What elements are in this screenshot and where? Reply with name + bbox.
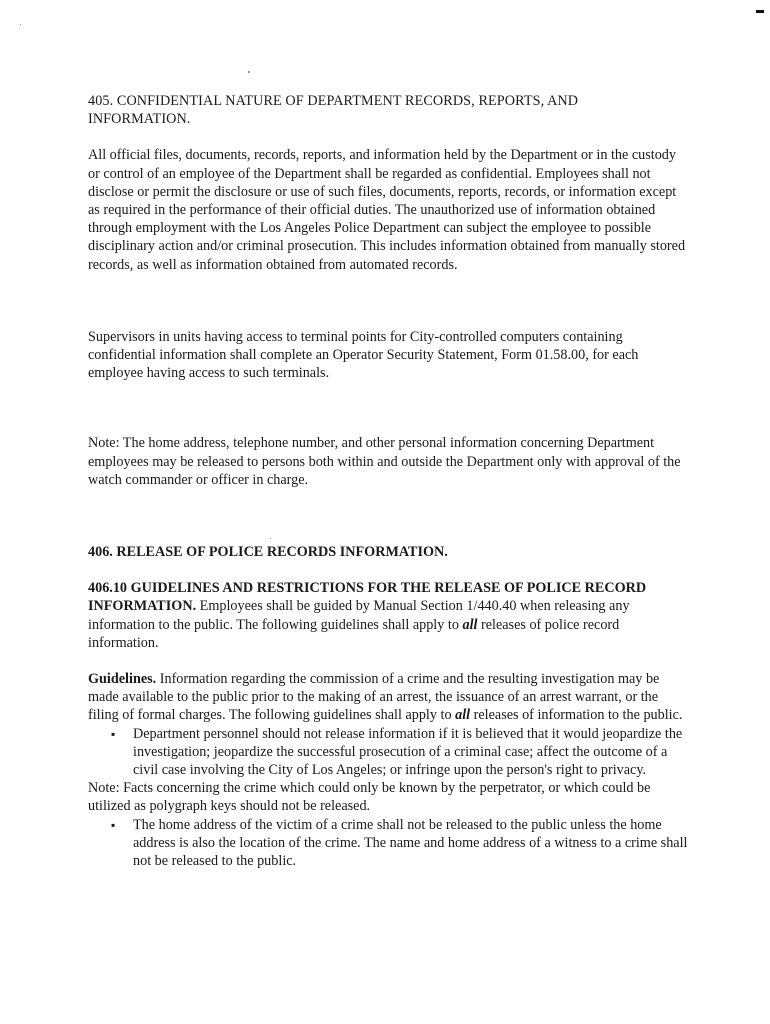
list-item [111, 725, 688, 780]
bullet-icon: ▪ [111, 726, 116, 741]
section-406-10-emphasis: all [462, 616, 478, 633]
document-page [88, 92, 688, 870]
section-405-note: Note: The home address, telephone number, and other personal information concerning Department employees may be released to persons both within and outside the Department only with approval of the watch commander or officer in charge. [88, 435, 681, 488]
guidelines-emphasis: all [455, 707, 471, 724]
section-405-paragraph-2: Supervisors in units having access to terminal points for City-controlled computers containing confidential information shall complete an Operator Security Statement, Form 01.58.00, for each employee having access to such terminals. [88, 328, 639, 382]
scan-corner-mark [756, 10, 764, 13]
bullet-text-2: The home address of the victim of a crime shall not be released to the public unless the home address is also the location of the crime. The name and home address of a witness to a crime shall not be released to the public. [133, 816, 688, 870]
section-405-heading-line2: INFORMATION. [88, 111, 191, 128]
section-405-paragraph-1: All official files, documents, records, reports, and information held by the Department or in the custody or control of an employee of the Department shall be regarded as confidential. Employees shall not disclose or permit the disclosure or use of such files, documents, reports, records, or information except as required in the performance of their official duties. The unauthorized use of information obtained through employment with the Los Angeles Police Department can subject the employee to possible disciplinary action and/or criminal prosecution. This includes information obtained from manually stored records, as well as information obtained from automated records. [88, 147, 686, 273]
section-405-heading [88, 92, 688, 128]
guidelines-bullet-list-2 [88, 816, 688, 871]
guidelines-label: Guidelines. [88, 671, 157, 688]
section-406-10-text-after: releases of police record information. [88, 616, 620, 651]
bullet-icon: ▪ [111, 817, 116, 832]
section-405-heading-line1: 405. CONFIDENTIAL NATURE OF DEPARTMENT RECORDS, REPORTS, AND [88, 93, 579, 109]
guidelines-note: Note: Facts concerning the crime which could only be known by the perpetrator, or which could be utilized as polygraph keys should not be released. [88, 780, 651, 815]
guidelines-paragraph [88, 670, 688, 725]
section-406-10-heading: 406.10 GUIDELINES AND RESTRICTIONS FOR THE RELEASE OF POLICE RECORD INFORMATION. [88, 580, 647, 615]
bullet-text-1: Department personnel should not release information if it is believed that it would jeopardize the investigation; jeopardize the successful prosecution of a criminal case; affect the outcome of a civil case involving the City of Los Angeles; or infringe upon the person's right to privacy. [133, 725, 683, 779]
list-item [111, 816, 688, 871]
scan-speck [20, 24, 21, 25]
scan-speck [248, 71, 250, 73]
section-406-10-text-before: Employees shall be guided by Manual Section 1/440.40 when releasing any information to the public. The following guidelines shall apply to [88, 598, 630, 633]
guidelines-bullet-list-1 [88, 725, 688, 780]
section-406-heading: 406. RELEASE OF POLICE RECORDS INFORMATION. [88, 544, 448, 561]
guidelines-text-after: releases of information to the public. [470, 707, 683, 724]
section-406-10-paragraph [88, 579, 688, 652]
guidelines-text-before: Information regarding the commission of a crime and the resulting investigation may be made available to the public prior to the making of an arrest, the issuance of an arrest warrant, or the filing of formal charges. The following guidelines shall apply to [88, 671, 660, 724]
